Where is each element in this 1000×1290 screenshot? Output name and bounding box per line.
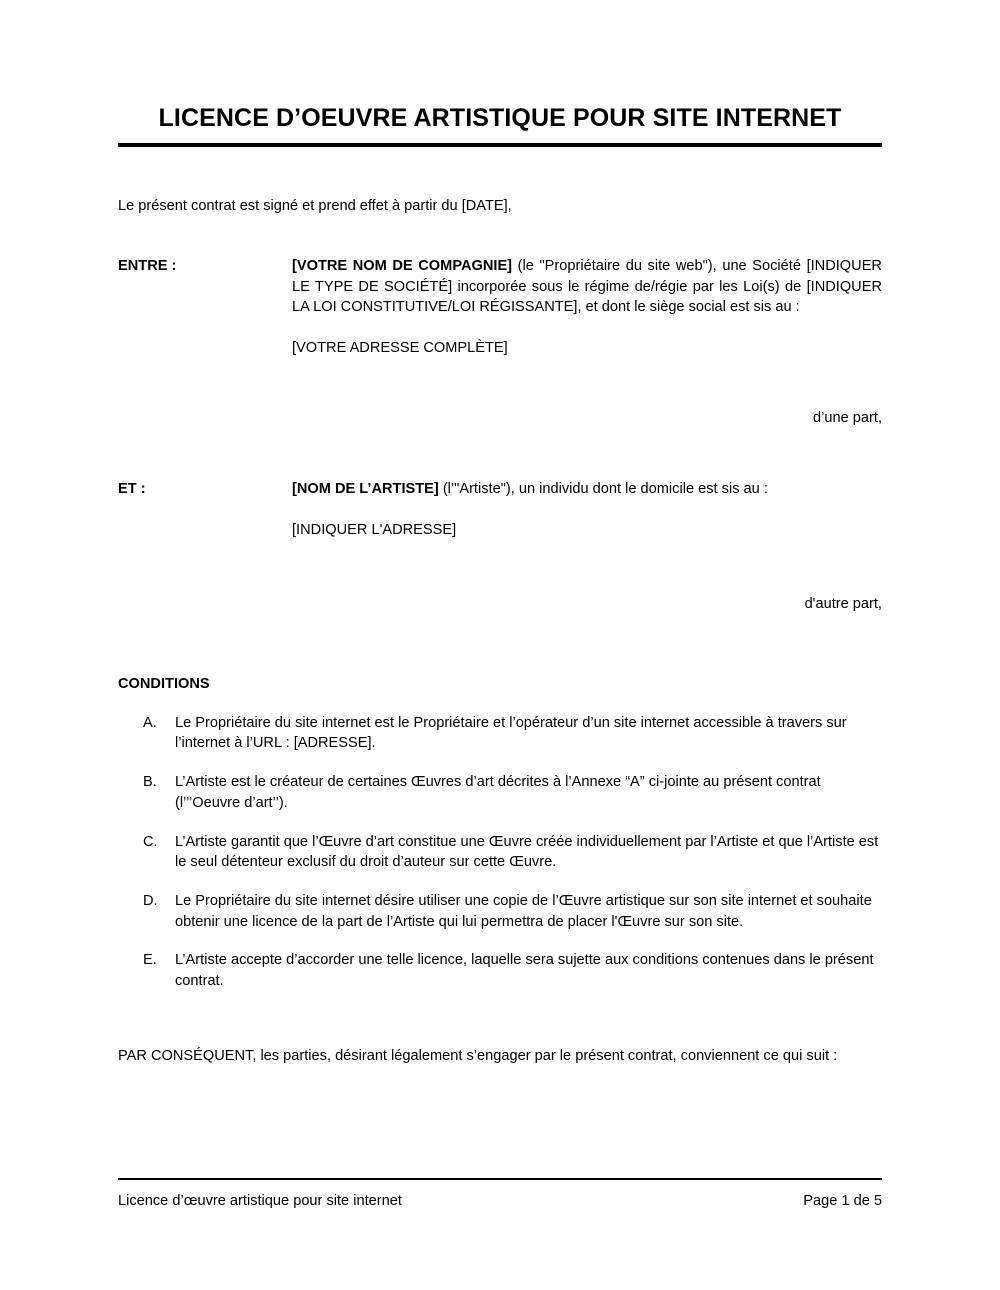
party-second-block: [118, 479, 882, 540]
party-first-body: [292, 256, 882, 359]
party-first-note-wrapper: [118, 408, 882, 429]
party-first-note: d’une part,: [813, 410, 882, 426]
party-first-name: [VOTRE NOM DE COMPAGNIE]: [292, 258, 513, 274]
page-title: LICENCE D’OEUVRE ARTISTIQUE POUR SITE INTERNET: [158, 104, 842, 132]
page-footer: [118, 1178, 882, 1209]
condition-text: L’Artiste est le créateur de certaines Œuvres d’art décrites à l’Annexe “A” ci-jointe au présent contrat (l’’’Oeuvre d’art’’).: [175, 774, 821, 811]
party-second-address: [INDIQUER L'ADRESSE]: [292, 521, 457, 538]
party-second-note-wrapper: [118, 594, 882, 615]
footer-row: [118, 1193, 882, 1209]
condition-item-c: [118, 832, 882, 873]
condition-marker: D.: [143, 893, 158, 910]
condition-marker: E.: [143, 952, 157, 969]
closing-paragraph: PAR CONSÉQUENT, les parties, désirant légalement s’engager par le présent contrat, conviennent ce qui suit :: [118, 1048, 838, 1064]
conditions-section: [118, 674, 882, 992]
party-second: [118, 479, 882, 540]
condition-text: Le Propriétaire du site internet est le Propriétaire et l’opérateur d’un site internet accessible à travers sur l’internet à l’URL : [ADRESSE].: [175, 714, 847, 752]
party-first: [118, 256, 882, 359]
title-divider: [118, 143, 882, 147]
intro-paragraph: Le présent contrat est signé et prend effet à partir du [DATE],: [118, 198, 512, 214]
condition-marker: C.: [143, 833, 158, 850]
conditions-list: [118, 713, 882, 992]
party-first-address: [VOTRE ADRESSE COMPLÈTE]: [292, 340, 508, 357]
closing-paragraph-wrapper: [118, 1046, 882, 1067]
condition-marker: A.: [143, 714, 157, 731]
condition-item-d: [118, 891, 882, 932]
party-first-label: ENTRE :: [118, 258, 177, 274]
footer-divider: [118, 1178, 882, 1180]
condition-text: Le Propriétaire du site internet désire utiliser une copie de l’Œuvre artistique sur son site internet et souhaite obtenir une licence de la part de l’Artiste qui lui permettra de placer l'Œuvre sur son site.: [175, 893, 872, 930]
condition-item-a: [118, 713, 882, 754]
condition-text: L’Artiste accepte d’accorder une telle licence, laquelle sera sujette aux conditions contenues dans le présent contrat.: [175, 952, 874, 990]
party-first-block: [118, 256, 882, 359]
condition-text: L’Artiste garantit que l’Œuvre d’art constitue une Œuvre créée individuellement par l’Artiste et que l’Artiste est le seul détenteur exclusif du droit d’auteur sur cette Œuvre.: [175, 833, 879, 871]
footer-document-name: Licence d’œuvre artistique pour site internet: [118, 1193, 402, 1209]
conditions-heading: CONDITIONS: [118, 676, 210, 692]
party-second-intro: [292, 479, 882, 500]
condition-marker: B.: [143, 774, 157, 791]
condition-item-b: [118, 772, 882, 813]
party-second-note: d'autre part,: [804, 596, 882, 612]
party-second-label: ET :: [118, 481, 146, 497]
footer-page-number: Page 1 de 5: [803, 1193, 882, 1209]
intro-paragraph-wrapper: [118, 196, 882, 217]
party-second-body: [292, 479, 882, 540]
party-second-name: [NOM DE L’ARTISTE]: [292, 481, 439, 497]
title-block: [118, 104, 882, 147]
party-second-description: (l’"Artiste"), un individu dont le domicile est sis au :: [442, 481, 768, 497]
party-first-description: (le "Propriétaire du site web"), une Société [INDIQUER LE TYPE DE SOCIÉTÉ] incorporée sous le régime de/régie par les Loi(s) de [INDIQUER LA LOI CONSTITUTIVE/LOI RÉGISSANTE], et dont le siège social est sis au :: [292, 258, 882, 316]
condition-item-e: [118, 950, 882, 991]
party-first-intro: [292, 256, 882, 318]
